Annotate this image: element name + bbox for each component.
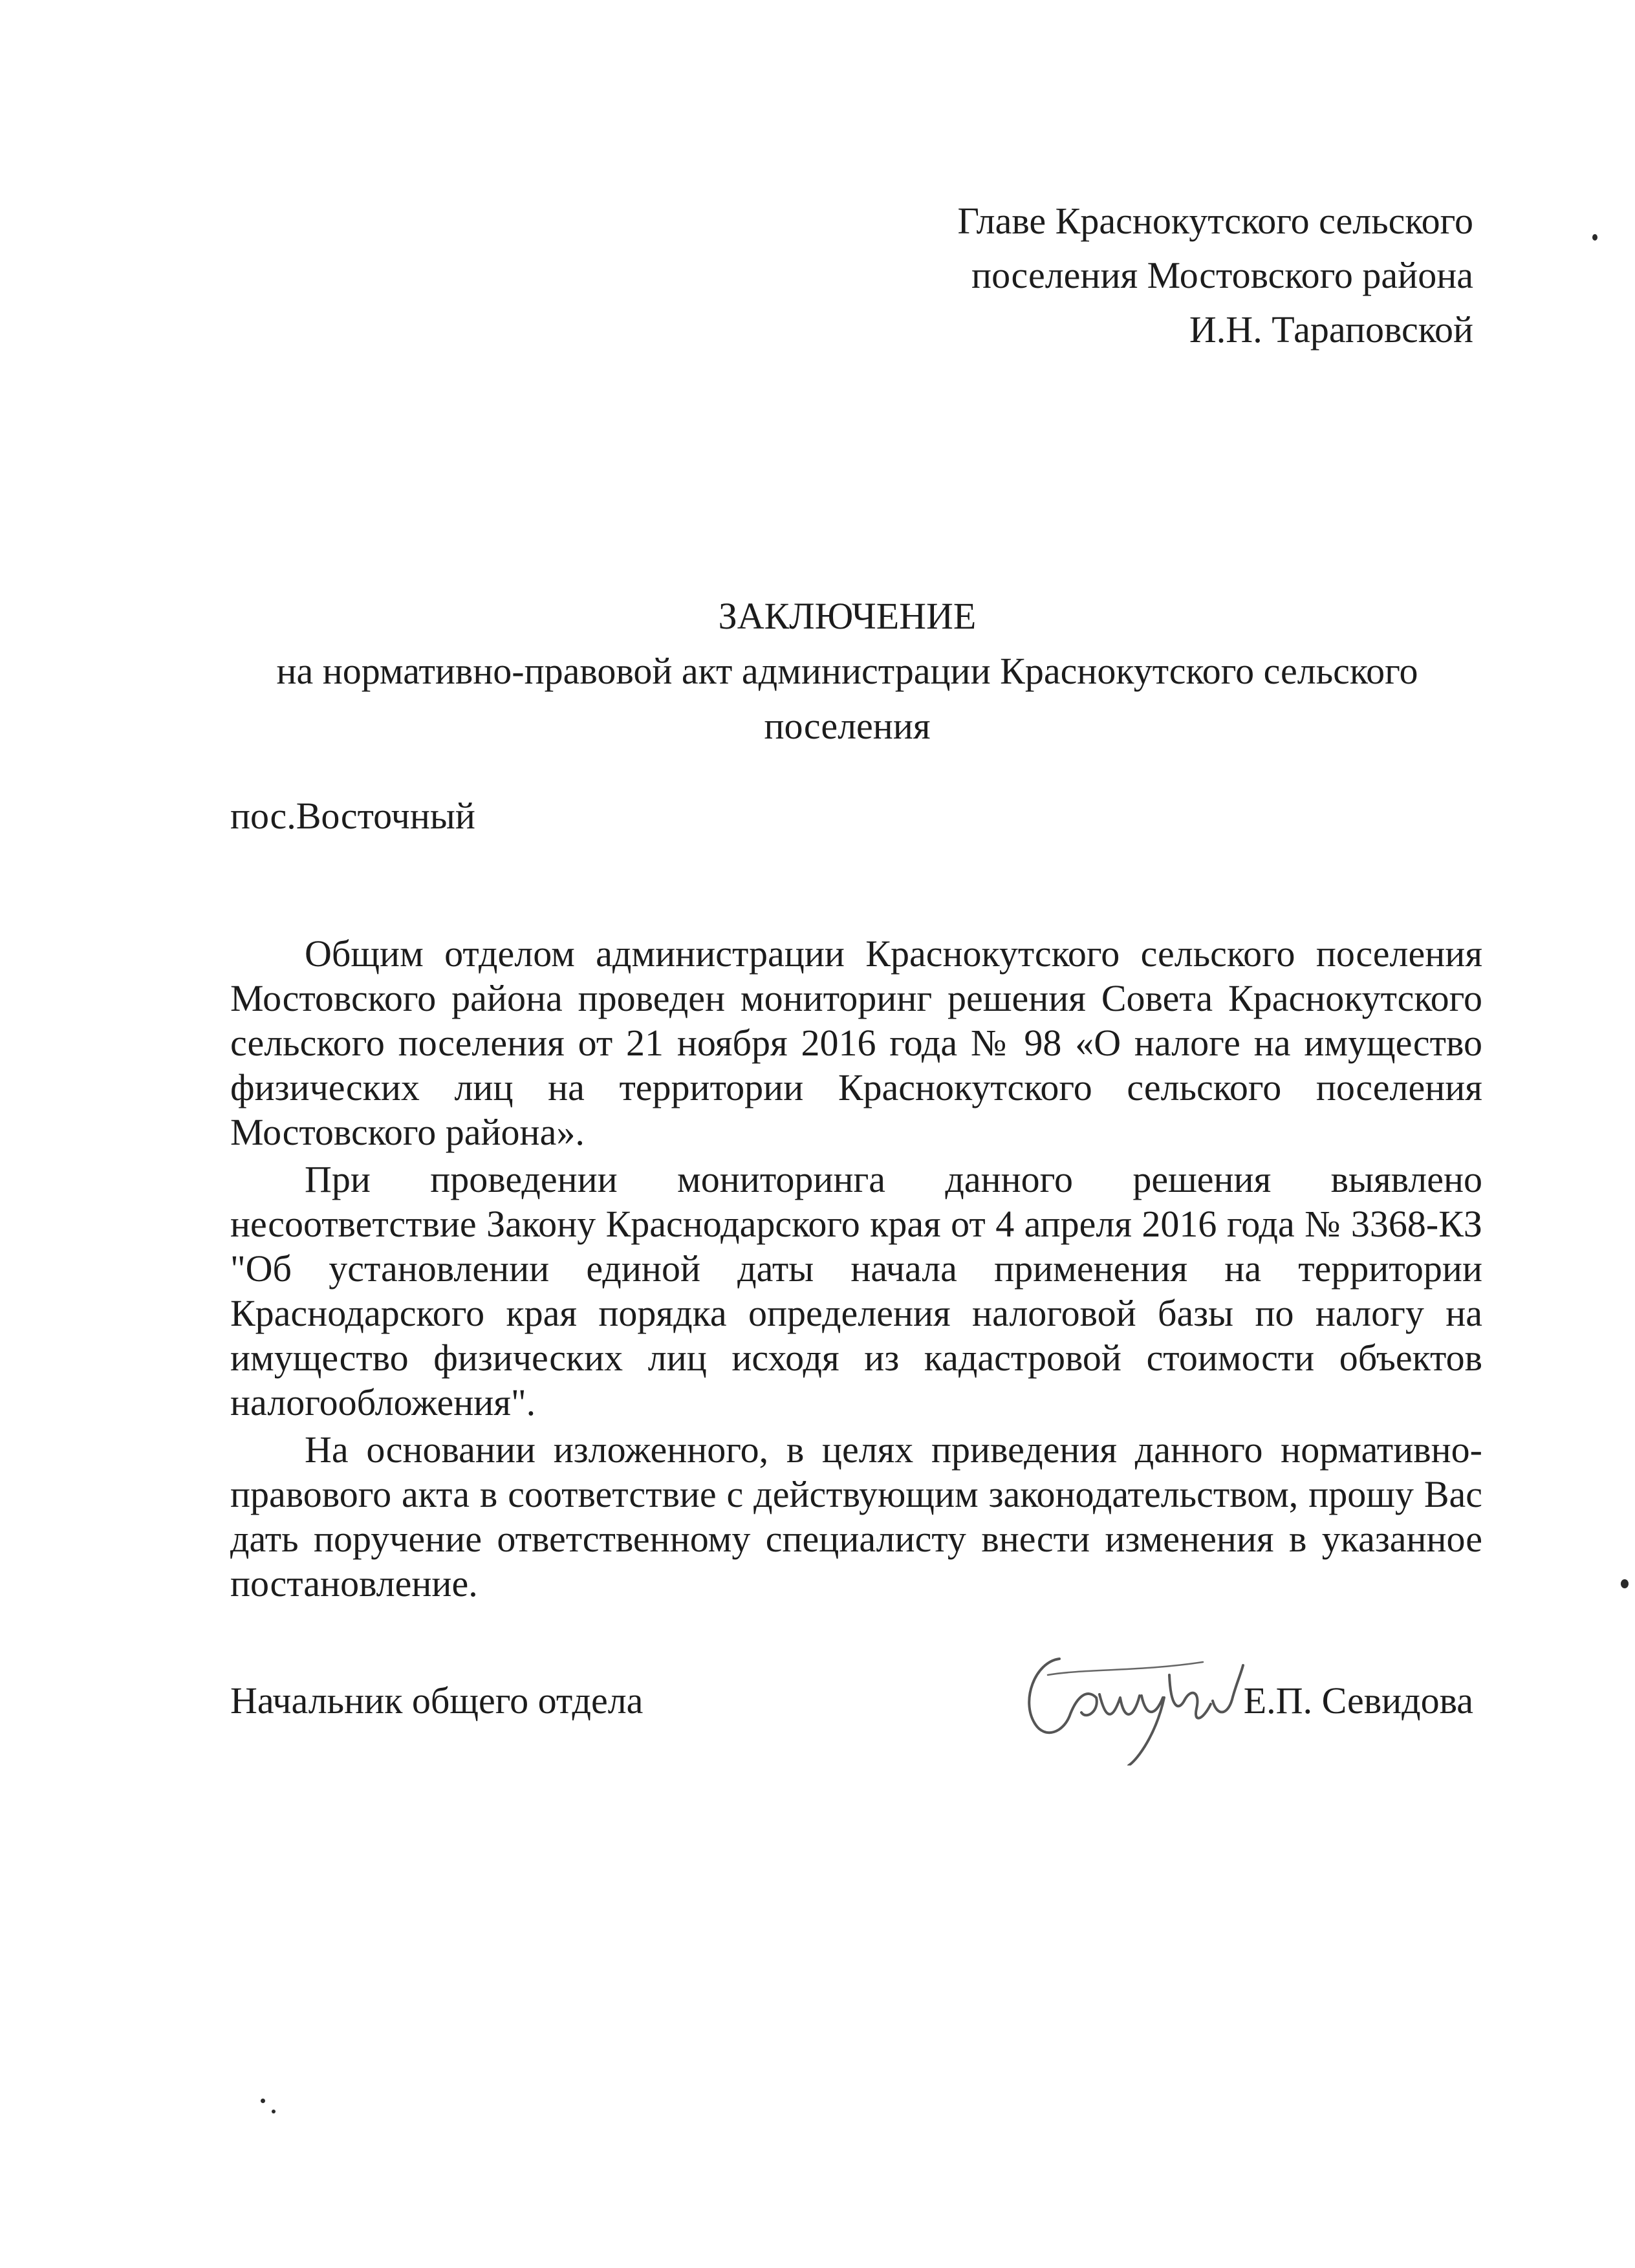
place-name: пос.Восточный [230,795,475,837]
addressee-line-3: И.Н. Тараповской [1189,308,1473,351]
scan-speck [272,2110,276,2113]
signer-position: Начальник общего отдела [230,1679,644,1722]
scan-speck [1592,234,1597,241]
scan-speck [1621,1579,1629,1588]
handwritten-signature [1009,1636,1255,1766]
body-paragraph-3: На основании изложенного, в целях приведения данного нормативно-правового акта в соответствие с действующим законодательством, прошу Вас дать поручение ответственному специалисту внести изменения в указанное постановление. [230,1429,1482,1604]
document-body [230,931,1482,1608]
document-subtitle: на нормативно-правовой акт администрации Краснокутского сельского поселения [276,650,1418,747]
document-heading [233,589,1462,753]
signer-name: Е.П. Севидова [1243,1679,1473,1722]
body-paragraph-2: При проведении мониторинга данного решения выявлено несоответствие Закону Краснодарского края от 4 апреля 2016 года № 3368-КЗ "Об установлении единой даты начала применения на территории Краснодарского края порядка определения налоговой базы по налогу на имущество физических лиц исходя из кадастровой стоимости объектов налогообложения". [230,1158,1482,1423]
addressee-line-2: поселения Мостовского района [971,254,1473,296]
document-title: ЗАКЛЮЧЕНИЕ [718,595,977,637]
addressee-line-1: Главе Краснокутского сельского [957,200,1473,242]
body-paragraph-1: Общим отделом администрации Краснокутского сельского поселения Мостовского района проведен мониторинг решения Совета Краснокутского сельского поселения от 21 ноября 2016 года № 98 «О налоге на имущество физических лиц на территории Краснокутского сельского поселения Мостовского района». [230,933,1482,1153]
addressee-block [958,194,1474,357]
scan-speck [261,2099,265,2103]
